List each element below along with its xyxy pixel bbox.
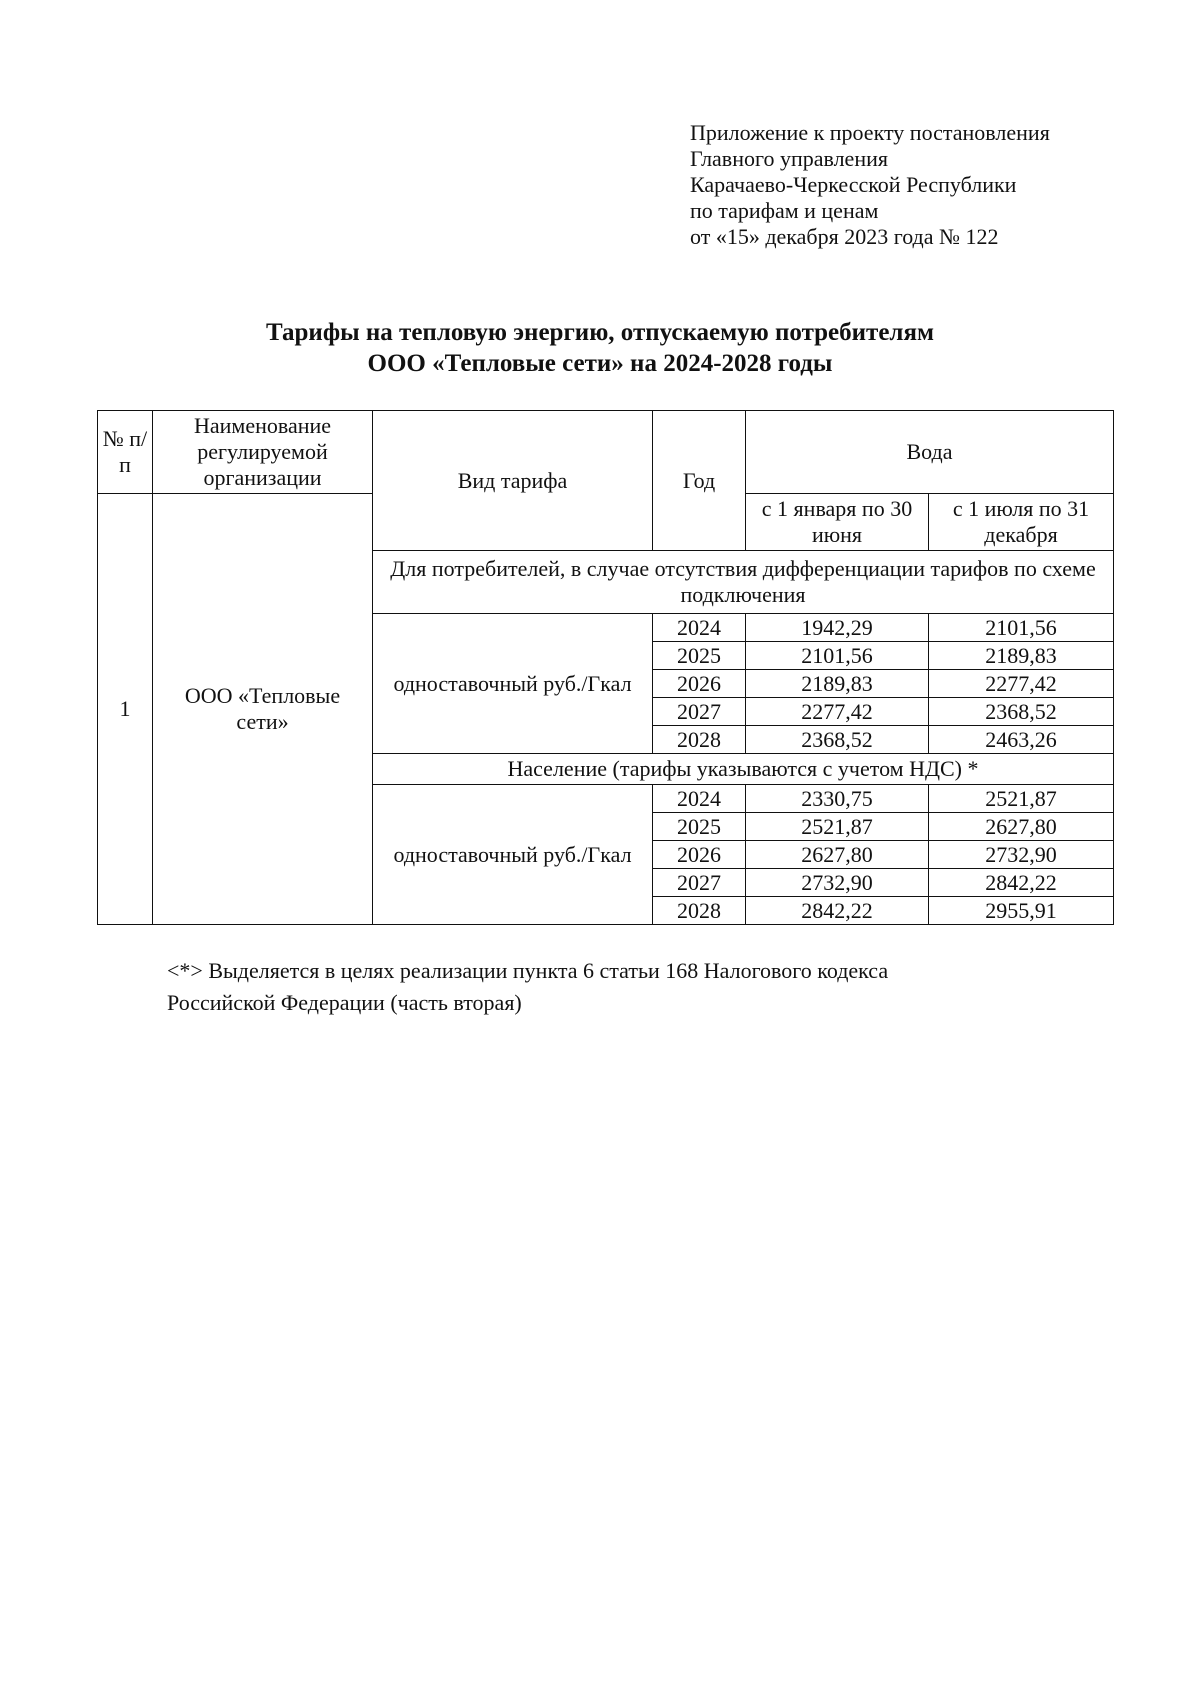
header-row — [98, 411, 1114, 494]
header-line: Приложение к проекту постановления — [690, 120, 1050, 145]
document-title — [0, 317, 1200, 379]
value-cell-h1: 2627,80 — [746, 841, 929, 869]
year-cell: 2028 — [653, 726, 746, 754]
value-cell-h1: 2277,42 — [746, 698, 929, 726]
year-cell: 2024 — [653, 785, 746, 813]
header-year: Год — [653, 411, 746, 551]
year-cell: 2026 — [653, 841, 746, 869]
value-cell-h2: 2277,42 — [929, 670, 1114, 698]
value-cell-h1: 2101,56 — [746, 642, 929, 670]
footnote-line-1: <*> Выделяется в целях реализации пункта 6 статьи 168 Налогового кодекса — [167, 958, 889, 983]
header-tariff-type: Вид тарифа — [373, 411, 653, 551]
header-line: Карачаево-Черкесской Республики — [690, 172, 1017, 197]
header-num: № п/п — [98, 411, 153, 494]
value-cell-h2: 2368,52 — [929, 698, 1114, 726]
value-cell-h2: 2732,90 — [929, 841, 1114, 869]
header-period-2: с 1 июля по 31 декабря — [929, 494, 1114, 551]
footnote-line-2: Российской Федерации (часть вторая) — [167, 990, 522, 1015]
section-title: Для потребителей, в случае отсутствия дифференциации тарифов по схеме подключения — [373, 551, 1114, 614]
year-cell: 2027 — [653, 698, 746, 726]
value-cell-h2: 2955,91 — [929, 897, 1114, 925]
value-cell-h1: 2189,83 — [746, 670, 929, 698]
header-water: Вода — [746, 411, 1114, 494]
value-cell-h1: 2330,75 — [746, 785, 929, 813]
value-cell-h1: 2521,87 — [746, 813, 929, 841]
header-line: Главного управления — [690, 146, 888, 171]
title-line-1: Тарифы на тепловую энергию, отпускаемую потребителям — [265, 319, 935, 346]
tariff-table — [97, 410, 1114, 925]
year-cell: 2025 — [653, 642, 746, 670]
footnote — [167, 955, 888, 1019]
year-cell: 2028 — [653, 897, 746, 925]
year-cell: 2024 — [653, 614, 746, 642]
section-title: Население (тарифы указываются с учетом НДС) * — [373, 754, 1114, 785]
row-number-cell: 1 — [98, 494, 153, 925]
year-cell: 2027 — [653, 869, 746, 897]
title-line-2: ООО «Тепловые сети» на 2024-2028 годы — [367, 350, 833, 377]
value-cell-h1: 2732,90 — [746, 869, 929, 897]
value-cell-h2: 2189,83 — [929, 642, 1114, 670]
approval-header — [690, 120, 1050, 250]
value-cell-h1: 2842,22 — [746, 897, 929, 925]
year-cell: 2025 — [653, 813, 746, 841]
value-cell-h2: 2521,87 — [929, 785, 1114, 813]
header-organization: Наименование регулируемой организации — [153, 411, 373, 494]
value-cell-h2: 2627,80 — [929, 813, 1114, 841]
value-cell-h2: 2842,22 — [929, 869, 1114, 897]
value-cell-h2: 2463,26 — [929, 726, 1114, 754]
header-period-1: с 1 января по 30 июня — [746, 494, 929, 551]
header-line: от «15» декабря 2023 года № 122 — [690, 224, 999, 249]
year-cell: 2026 — [653, 670, 746, 698]
value-cell-h1: 2368,52 — [746, 726, 929, 754]
organization-cell: ООО «Тепловые сети» — [153, 494, 373, 925]
tariff-type-cell: одноставочный руб./Гкал — [373, 785, 653, 925]
header-line: по тарифам и ценам — [690, 198, 879, 223]
value-cell-h2: 2101,56 — [929, 614, 1114, 642]
value-cell-h1: 1942,29 — [746, 614, 929, 642]
tariff-type-cell: одноставочный руб./Гкал — [373, 614, 653, 754]
